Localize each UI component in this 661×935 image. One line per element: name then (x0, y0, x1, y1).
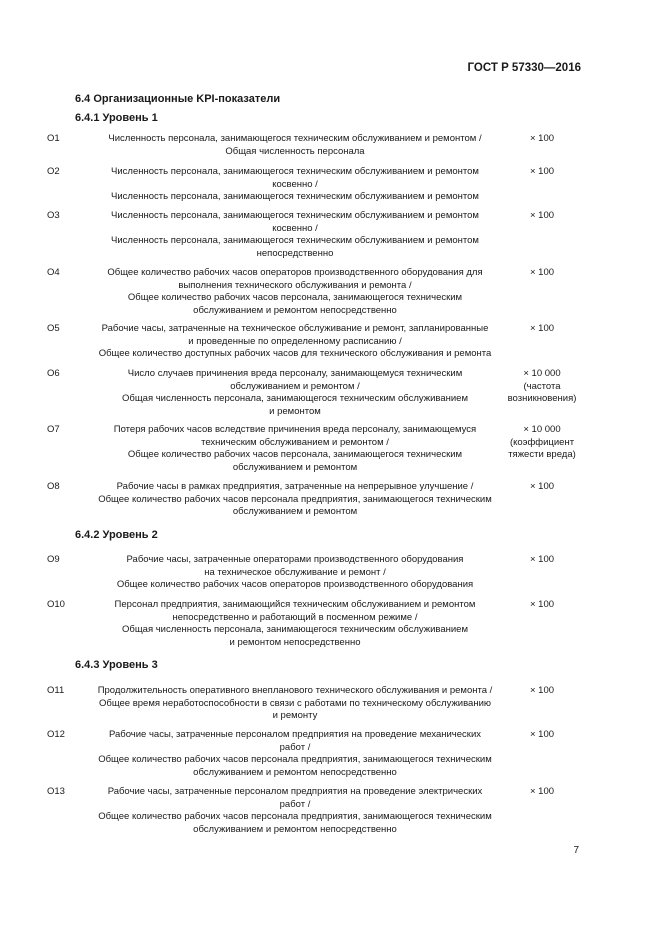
kpi-formula (80, 323, 510, 361)
multiplier-line: × 100 (529, 166, 555, 177)
formula-line: косвенно / (272, 222, 318, 234)
kpi-formula (80, 166, 510, 204)
kpi-code: O4 (47, 267, 60, 278)
multiplier-line: × 100 (529, 599, 555, 610)
formula-line: обслуживанием и ремонтом / (230, 380, 360, 392)
formula-line: техническим обслуживанием и ремонтом / (201, 436, 389, 448)
multiplier-line: × 100 (529, 685, 555, 696)
formula-line: Рабочие часы, затраченные персоналом предприятия на проведение механических (108, 729, 482, 740)
standard-designation: ГОСТ Р 57330—2016 (467, 62, 581, 74)
formula-line: Общая численность персонала (225, 145, 365, 157)
formula-line: обслуживанием и ремонтом (232, 506, 358, 517)
kpi-code: O8 (47, 481, 60, 492)
formula-line: обслуживанием и ремонтом непосредственно (193, 304, 397, 316)
formula-line: Рабочие часы, затраченные на техническое обслуживание и ремонт, запланированные (101, 323, 489, 334)
kpi-multiplier (498, 729, 586, 742)
multiplier-line: × 100 (529, 323, 555, 334)
section-heading-6-4: 6.4 Организационные KPI-показатели (75, 93, 281, 105)
kpi-multiplier (498, 133, 586, 146)
formula-line: обслуживанием и ремонтом непосредственно (193, 823, 397, 835)
formula-line: Численность персонала, занимающегося техническим обслуживанием и ремонтом (111, 166, 479, 177)
multiplier-line: × 100 (529, 481, 555, 492)
formula-line: Общее количество рабочих часов персонала предприятия, занимающегося техническим (98, 811, 492, 822)
kpi-multiplier (498, 554, 586, 567)
formula-line: на техническое обслуживание и ремонт / (204, 566, 386, 578)
kpi-code: O2 (47, 166, 60, 177)
multiplier-line: × 100 (529, 133, 555, 144)
formula-line: Общее количество рабочих часов персонала предприятия, занимающегося техническим (98, 493, 492, 505)
kpi-formula (80, 267, 510, 317)
formula-line: и ремонтом непосредственно (229, 636, 361, 648)
kpi-multiplier (498, 599, 586, 612)
multiplier-line: × 10 000 (523, 424, 561, 435)
formula-line: обслуживанием и ремонтом (232, 461, 358, 473)
formula-line: Потеря рабочих часов вследствие причинения вреда персоналу, занимающемуся (113, 424, 477, 435)
kpi-multiplier (498, 166, 586, 179)
formula-line: Общее количество рабочих часов персонала предприятия, занимающегося техническим (98, 754, 492, 765)
multiplier-line: × 100 (529, 267, 555, 278)
kpi-code: O13 (47, 786, 65, 797)
kpi-formula (80, 729, 510, 779)
formula-line: выполнения технического обслуживания и ремонта / (178, 279, 412, 291)
formula-line: Общая численность персонала, занимающегося техническим обслуживанием (122, 393, 468, 404)
formula-line: и проведенные по определенному расписанию / (188, 335, 402, 347)
kpi-formula (80, 786, 510, 836)
section-heading-6-4-2: 6.4.2 Уровень 2 (75, 529, 158, 541)
kpi-formula (80, 481, 510, 519)
kpi-multiplier (498, 424, 586, 462)
multiplier-line: × 100 (529, 729, 555, 740)
formula-line: Численность персонала, занимающегося техническим обслуживанием и ремонтом (111, 210, 479, 221)
formula-line: Численность персонала, занимающегося техническим обслуживанием и ремонтом (111, 235, 479, 246)
kpi-code: O6 (47, 368, 60, 379)
formula-line: непосредственно (256, 247, 334, 259)
formula-line: Общее количество рабочих часов персонала, занимающегося техническим (127, 292, 463, 303)
formula-line: Общее количество рабочих часов персонала, занимающегося техническим (127, 449, 463, 460)
kpi-code: O1 (47, 133, 60, 144)
formula-line: Число случаев причинения вреда персоналу, занимающемуся техническим (127, 368, 463, 379)
kpi-formula (80, 599, 510, 649)
formula-line: работ / (279, 798, 311, 810)
kpi-code: O9 (47, 554, 60, 565)
formula-line: и ремонту (272, 710, 318, 721)
kpi-code: O5 (47, 323, 60, 334)
formula-line: Рабочие часы в рамках предприятия, затраченные на непрерывное улучшение / (116, 481, 474, 492)
kpi-formula (80, 368, 510, 418)
kpi-multiplier (498, 267, 586, 280)
multiplier-line: (коэффициент (509, 436, 575, 448)
kpi-multiplier (498, 685, 586, 698)
kpi-formula (80, 554, 510, 592)
kpi-multiplier (498, 368, 586, 406)
kpi-multiplier (498, 481, 586, 494)
page-number: 7 (573, 845, 579, 856)
formula-line: Продолжительность оперативного внепланового технического обслуживания и ремонта / (97, 685, 493, 696)
kpi-code: O7 (47, 424, 60, 435)
formula-line: работ / (279, 741, 311, 753)
kpi-multiplier (498, 323, 586, 336)
formula-line: обслуживанием и ремонтом непосредственно (193, 766, 397, 778)
section-heading-6-4-1: 6.4.1 Уровень 1 (75, 112, 158, 124)
formula-line: Численность персонала, занимающегося техническим обслуживанием и ремонтом (111, 191, 479, 202)
kpi-code: O11 (47, 685, 65, 696)
formula-line: Рабочие часы, затраченные операторами производственного оборудования (126, 554, 464, 565)
kpi-code: O10 (47, 599, 65, 610)
formula-line: Общая численность персонала, занимающегося техническим обслуживанием (122, 624, 468, 635)
formula-line: косвенно / (272, 178, 318, 190)
kpi-formula (80, 424, 510, 474)
formula-line: и ремонтом (269, 405, 321, 417)
kpi-multiplier (498, 210, 586, 223)
multiplier-line: × 100 (529, 554, 555, 565)
multiplier-line: × 100 (529, 210, 555, 221)
formula-line: непосредственно и работающий в посменном режиме / (172, 611, 418, 623)
multiplier-line: возникновения) (507, 393, 577, 404)
formula-line: Численность персонала, занимающегося техническим обслуживанием и ремонтом / (108, 133, 482, 144)
multiplier-line: тяжести вреда) (508, 449, 576, 460)
kpi-code: O12 (47, 729, 65, 740)
formula-line: Общее количество рабочих часов операторов производственного оборудования (116, 579, 474, 590)
multiplier-line: × 10 000 (523, 368, 561, 379)
multiplier-line: (частота (523, 380, 561, 392)
multiplier-line: × 100 (529, 786, 555, 797)
kpi-code: O3 (47, 210, 60, 221)
section-heading-6-4-3: 6.4.3 Уровень 3 (75, 659, 158, 671)
formula-line: Персонал предприятия, занимающийся техническим обслуживанием и ремонтом (114, 599, 476, 610)
formula-line: Общее количество рабочих часов операторов производственного оборудования для (107, 267, 483, 278)
kpi-formula (80, 210, 510, 260)
kpi-formula (80, 133, 510, 158)
kpi-multiplier (498, 786, 586, 799)
formula-line: Рабочие часы, затраченные персоналом предприятия на проведение электрических (107, 786, 483, 797)
kpi-formula (80, 685, 510, 723)
formula-line: Общее время неработоспособности в связи с работами по техническому обслуживанию (98, 697, 492, 709)
formula-line: Общее количество доступных рабочих часов для технического обслуживания и ремонта (98, 348, 492, 359)
